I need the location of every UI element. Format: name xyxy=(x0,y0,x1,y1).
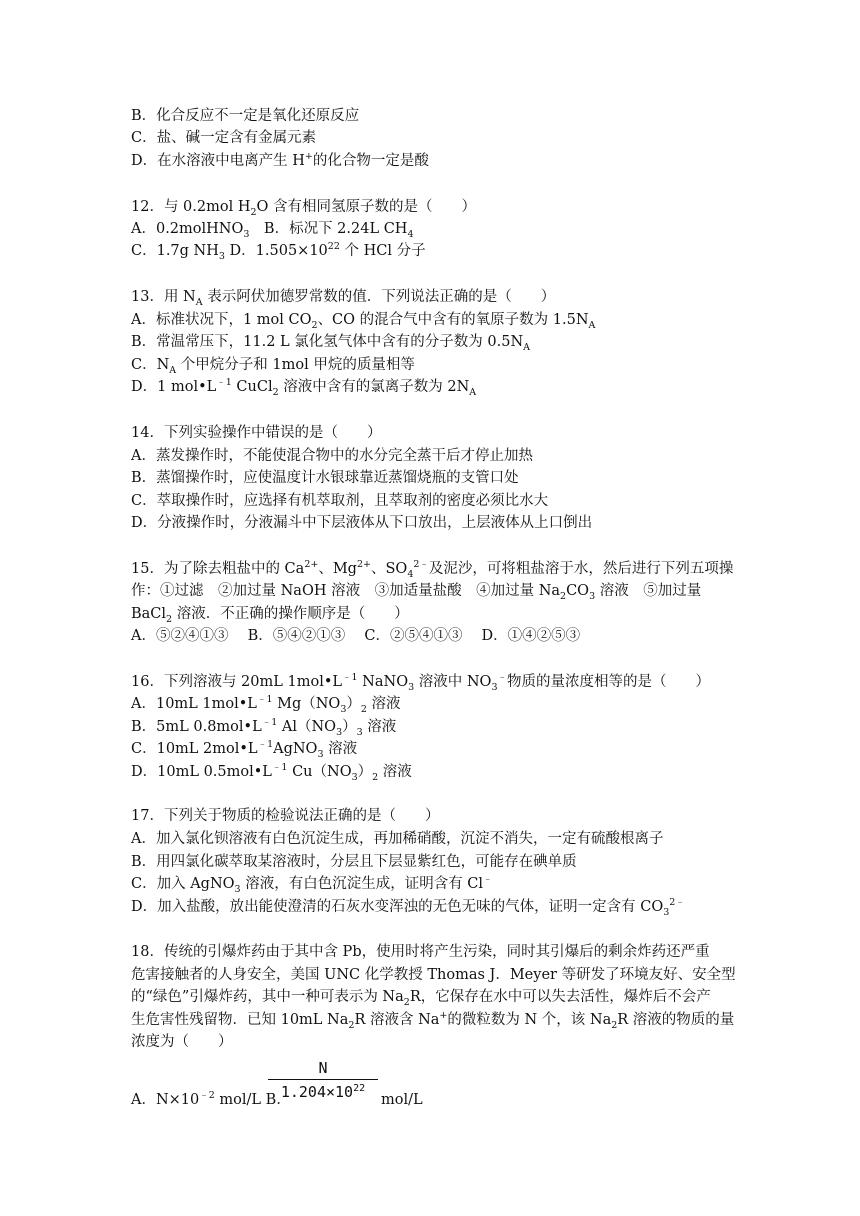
q18-stem-line2: 危害接触者的人身安全，美国 UNC 化学教授 Thomas J．Meyer 等研发了环境友好、安全型 xyxy=(131,967,736,983)
q11-option-d: D．在水溶液中电离产生 H+的化合物一定是酸 xyxy=(131,151,429,169)
q15-stem-line3: BaCl$_2$ 溶液．不正确的操作顺序是（ ） xyxy=(131,606,409,625)
q12-options-cd: C．1.7g $NH_3$ D．$1.505\times 10^{22}$ 个 HCl 分子 xyxy=(131,241,426,262)
q18-stem-line5: 浓度为（ ） xyxy=(131,1034,233,1050)
q13-option-a: A．标准状况下，1 mol $CO_2$、CO 的混合气中含有的氧原子数为 $1.5N_A$ xyxy=(131,312,596,331)
q17-stem: 17．下列关于物质的检验说法正确的是（ ） xyxy=(131,808,440,824)
fraction-denominator: $1.204\times 10^{22}$ xyxy=(280,1083,366,1101)
q13-stem: 13．用 $N_A$ 表示阿伏加德罗常数的值．下列说法正确的是（ ） xyxy=(131,289,556,308)
q13-option-d: D．1 $mol•L^{﹣1}$ CuCl$_2$ 溶液中含有的氯离子数为 $2N_A$ xyxy=(131,377,477,398)
q17-option-c: C．加入 AgNO$_3$ 溶液，有白色沉淀生成，证明含有 Cl﹣ xyxy=(131,874,493,895)
q17-option-a: A．加入氯化钡溶液有白色沉淀生成，再加稀硝酸，沉淀不消失，一定有硫酸根离子 xyxy=(131,831,664,847)
fraction-numerator: N xyxy=(318,1059,328,1077)
q14-option-d: D．分液操作时，分液漏斗中下层液体从下口放出，上层液体从上口倒出 xyxy=(131,515,593,531)
q18-option-a: A．$N\times 10^{﹣2}$ mol/L B． xyxy=(131,1090,291,1108)
q14-stem: 14．下列实验操作中错误的是（ ） xyxy=(131,425,382,441)
q13-option-c: C．$N_A$ 个甲烷分子和 1mol 甲烷的质量相等 xyxy=(131,357,415,376)
q14-option-c: C．萃取操作时，应选择有机萃取剂，且萃取剂的密度必须比水大 xyxy=(131,493,549,509)
q15-stem-line2: 作：①过滤 ②加过量 NaOH 溶液 ③加适量盐酸 ④加过量 $Na_2CO_3$ 溶液 ⑤加过量 xyxy=(131,583,702,602)
q13-option-b: B．常温常压下，11.2 L 氯化氢气体中含有的分子数为 $0.5N_A$ xyxy=(131,334,531,353)
fraction-bar xyxy=(268,1079,378,1080)
q18-stem-line4: 生危害性残留物．已知 10mL $Na_2R$ 溶液含 Na+的微粒数为 N 个，该 $Na_2R$ 溶液的物质的量 xyxy=(131,1010,735,1031)
q16-option-d: D．10mL $0.5mol•L^{﹣1}$ $Cu(NO_3)_2$ 溶液 xyxy=(131,762,412,783)
q16-option-a: A．10mL $1mol•L^{﹣1}$ $Mg(NO_3)_2$ 溶液 xyxy=(131,694,401,715)
q17-option-b: B．用四氯化碳萃取某溶液时，分层且下层显紫红色，可能存在碘单质 xyxy=(131,854,577,870)
q18-stem-line1: 18．传统的引爆炸药由于其中含 Pb，使用时将产生污染，同时其引爆后的剩余炸药还严重 xyxy=(131,944,710,960)
q12-stem: 12．与 0.2mol $H_2O$ 含有相同氢原子数的是（ ） xyxy=(131,199,477,218)
q18-option-b-unit: mol/L xyxy=(381,1092,423,1108)
q15-stem-line1: 15．为了除去粗盐中的 $Ca^{2+}$、$Mg^{2+}$、$SO_4^{2﹣}$及泥沙，可将粗盐溶于水，然后进行下列五项操 xyxy=(131,559,734,580)
q16-option-b: B．5mL $0.8mol•L^{﹣1}$ $Al(NO_3)_3$ 溶液 xyxy=(131,717,397,738)
q11-option-c: C．盐、碱一定含有金属元素 xyxy=(131,130,317,146)
q16-option-c: C．10mL $2mol•L^{﹣1}AgNO_3$ 溶液 xyxy=(131,739,358,760)
q15-options: A．⑤②④①③ B．⑤④②①③ C．②⑤④①③ D．①④②⑤③ xyxy=(131,628,581,644)
q11-option-b: B．化合反应不一定是氧化还原反应 xyxy=(131,108,360,124)
q18-stem-line3: 的“绿色”引爆炸药，其中一种可表示为 $Na_2R$，它保存在水中可以失去活性，爆炸后不会产 xyxy=(131,989,711,1008)
q18-option-b-fraction xyxy=(268,1058,378,1102)
q12-options-ab: A．0.2molHNO$_3$ B．标况下 2.24L $CH_4$ xyxy=(131,221,414,240)
q16-stem: 16．下列溶液与 20mL $1mol•L^{﹣1}$ NaNO$_3$ 溶液中 $NO_3^﹣$物质的量浓度相等的是（ ） xyxy=(131,672,711,693)
q14-option-b: B．蒸馏操作时，应使温度计水银球靠近蒸馏烧瓶的支管口处 xyxy=(131,470,519,486)
q14-option-a: A．蒸发操作时，不能使混合物中的水分完全蒸干后才停止加热 xyxy=(131,448,533,464)
q17-option-d: D．加入盐酸，放出能使澄清的石灰水变浑浊的无色无味的气体，证明一定含有 $CO_3^{2﹣}$ xyxy=(131,897,685,918)
